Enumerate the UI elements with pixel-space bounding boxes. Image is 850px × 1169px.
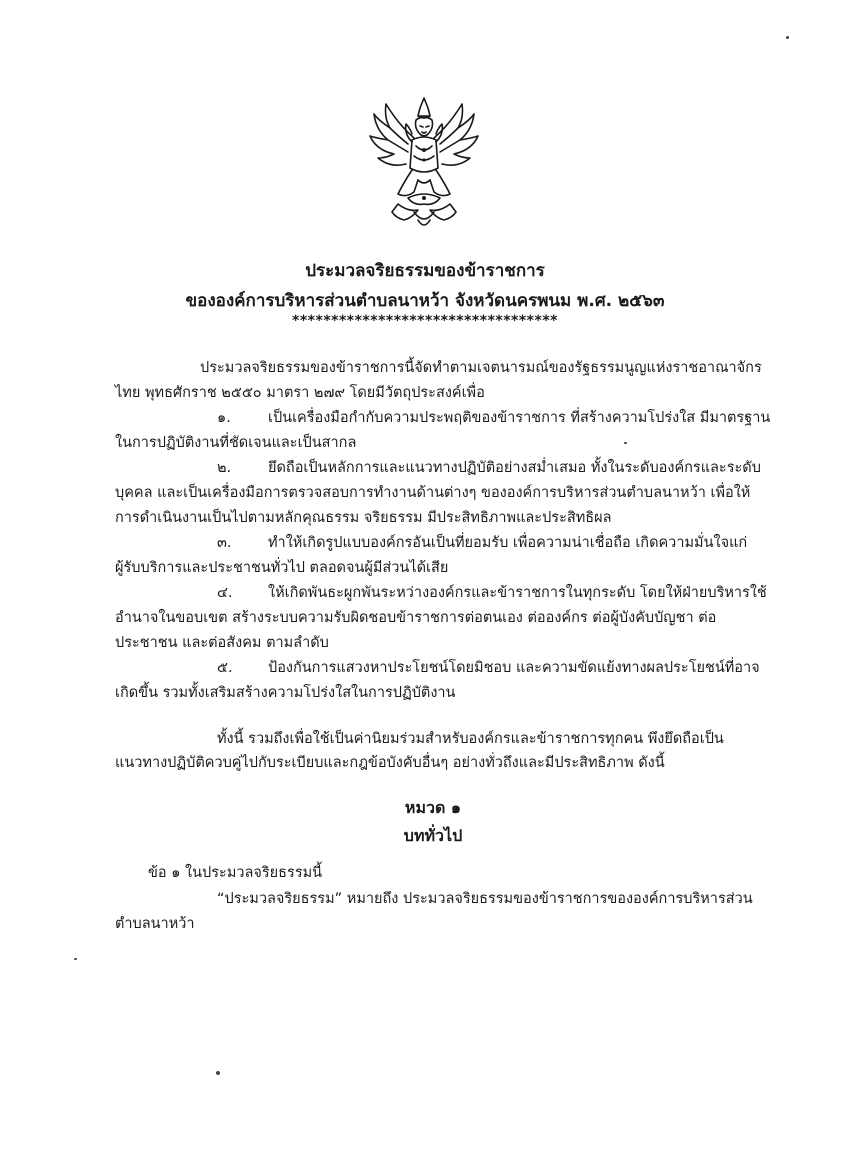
objective-number: ๒. (217, 460, 232, 476)
objective-number: ๕. (217, 660, 233, 676)
objective-text: ผู้รับบริการและประชาชนทั่วไป ตลอดจนผู้มีส่วนได้เสีย (115, 560, 449, 576)
objective-text: เกิดขึ้น รวมทั้งเสริมสร้างความโปร่งใสในการปฏิบัติงาน (115, 685, 456, 701)
definition-line: ตำบลนาหว้า (115, 916, 195, 932)
definition-line: “ประมวลจริยธรรม” หมายถึง ประมวลจริยธรรมของข้าราชการขององค์การบริหารส่วน (217, 891, 753, 907)
closing-line: แนวทางปฏิบัติควบคู่ไปกับระเบียบและกฎข้อบังคับอื่นๆ อย่างทั่วถึงและมีประสิทธิภาพ ดังนี้ (115, 755, 665, 771)
intro-line: ไทย พุทธศักราช ๒๕๕๐ มาตรา ๒๗๙ โดยมีวัตถุประสงค์เพื่อ (115, 385, 485, 401)
objective-text: บุคคล และเป็นเครื่องมือการตรวจสอบการทำงานด้านต่างๆ ขององค์การบริหารส่วนตำบลนาหว้า เพื่อให้ (115, 485, 751, 501)
scan-speck (624, 442, 627, 444)
scan-speck (74, 958, 77, 960)
objective-number: ๓. (217, 535, 232, 551)
closing-line: ทั้งนี้ รวมถึงเพื่อใช้เป็นค่านิยมร่วมสำหรับองค์กรและข้าราชการทุกคน พึงยึดถือเป็น (217, 731, 724, 747)
objective-text: ทำให้เกิดรูปแบบองค์กรอันเป็นที่ยอมรับ เพื่อความน่าเชื่อถือ เกิดความมั่นใจแก่ (268, 535, 748, 551)
objective-text: ยึดถือเป็นหลักการและแนวทางปฏิบัติอย่างสม่ำเสมอ ทั้งในระดับองค์กรและระดับ (268, 460, 761, 476)
objective-text: การดำเนินงานเป็นไปตามหลักคุณธรรม จริยธรรม มีประสิทธิภาพและประสิทธิผล (115, 510, 612, 526)
document-subtitle: ขององค์การบริหารส่วนตำบลนาหว้า จังหวัดนครพนม พ.ศ. ๒๕๖๓ (185, 291, 665, 311)
scan-speck (786, 36, 789, 39)
objective-number: ๔. (217, 585, 233, 601)
title-separator: ********************************** (292, 313, 558, 329)
garuda-emblem (368, 94, 480, 232)
document-title: ประมวลจริยธรรมของข้าราชการ (305, 261, 545, 281)
chapter-subheading: บททั่วไป (403, 826, 463, 845)
chapter-heading: หมวด ๑ (404, 798, 462, 817)
objective-number: ๑. (217, 410, 231, 426)
objective-text: ให้เกิดพันธะผูกพันระหว่างองค์กรและข้าราชการในทุกระดับ โดยให้ฝ่ายบริหารใช้ (268, 585, 767, 601)
objective-text: เป็นเครื่องมือกำกับความประพฤติของข้าราชการ ที่สร้างความโปร่งใส มีมาตรฐาน (268, 410, 771, 426)
objective-text: ป้องกันการแสวงหาประโยชน์โดยมิชอบ และความขัดแย้งทางผลประโยชน์ที่อาจ (268, 660, 760, 676)
objective-text: ประชาชน และต่อสังคม ตามลำดับ (115, 635, 329, 651)
article-line: ข้อ ๑ ในประมวลจริยธรรมนี้ (148, 865, 323, 881)
scan-speck (216, 1071, 220, 1075)
objective-text: อำนาจในขอบเขต สร้างระบบความรับผิดชอบข้าราชการต่อตนเอง ต่อองค์กร ต่อผู้บังคับบัญชา ต่อ (115, 610, 717, 626)
intro-line: ประมวลจริยธรรมของข้าราชการนี้จัดทำตามเจตนารมณ์ของรัฐธรรมนูญแห่งราชอาณาจักร (200, 360, 762, 376)
objective-text: ในการปฏิบัติงานที่ชัดเจนและเป็นสากล (115, 435, 357, 451)
